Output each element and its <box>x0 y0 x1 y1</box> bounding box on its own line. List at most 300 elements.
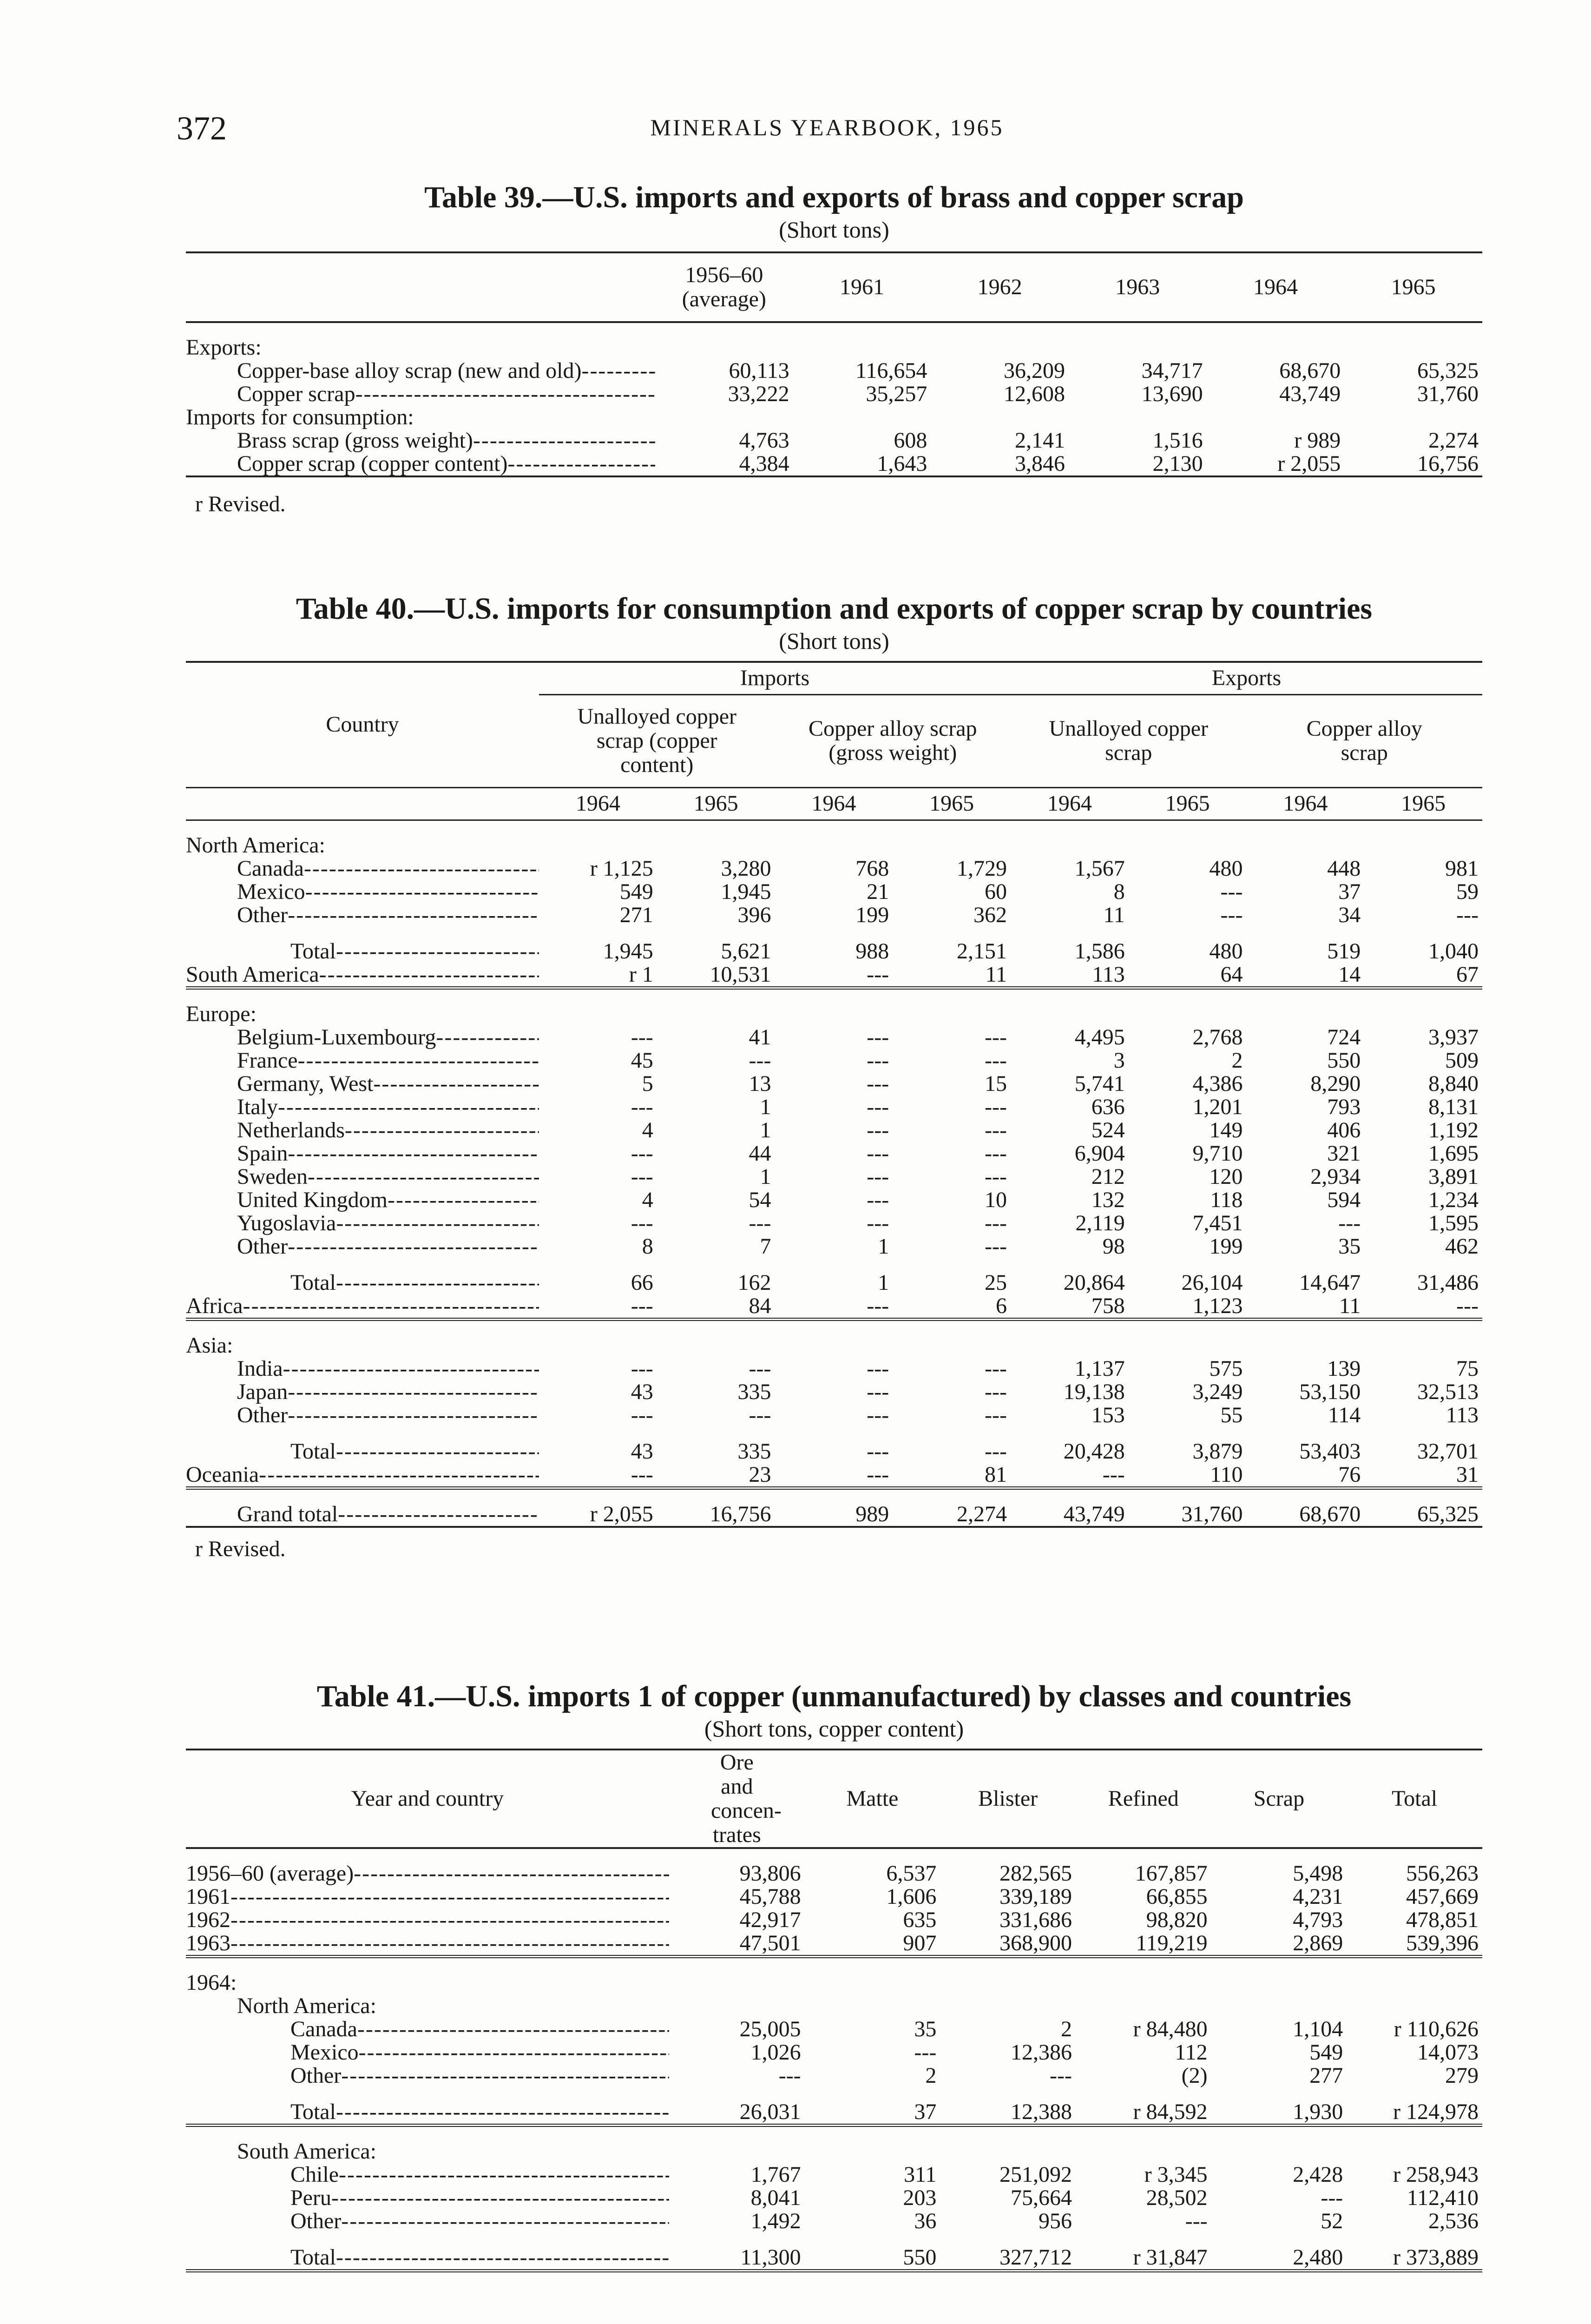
table-row <box>186 1271 1482 1294</box>
table-cell <box>1247 1003 1365 1026</box>
table-cell: r 84,592 <box>1133 2100 1208 2124</box>
row-label-text: Copper scrap (copper content) <box>237 452 508 476</box>
row-label-text: 1962 <box>186 1908 230 1932</box>
table-cell: 251,092 <box>999 2163 1072 2186</box>
table-cell: 68,670 <box>1299 1502 1361 1526</box>
table-row <box>186 2186 1482 2210</box>
spacer-row <box>186 1957 1482 1972</box>
leader-dots <box>341 2210 669 2233</box>
spacer-cell <box>1011 820 1129 834</box>
row-label-text: Mexico <box>237 880 305 904</box>
spacer-cell <box>186 1848 669 1862</box>
table-cell: 1,930 <box>1293 2100 1343 2124</box>
table-40 <box>186 590 1482 1562</box>
row-label <box>186 1271 539 1294</box>
spacer-cell <box>805 2126 940 2140</box>
table-cell: 139 <box>1327 1357 1361 1380</box>
row-label-text: Total <box>290 1439 336 1463</box>
leader-dots <box>338 1503 539 1526</box>
leader-dots <box>355 383 655 406</box>
leader-dots <box>336 2246 669 2269</box>
table-row <box>186 2064 1482 2087</box>
table-row <box>186 1212 1482 1235</box>
subgroup-header: Copper alloy scrap <box>1306 716 1422 765</box>
row-label <box>186 1072 539 1096</box>
spacer-cell <box>940 2271 1076 2286</box>
row-label <box>186 1932 669 1957</box>
table-cell: 44 <box>749 1142 771 1165</box>
row-label-text: Exports: <box>186 336 262 359</box>
table-cell: 43,749 <box>1279 383 1341 406</box>
table-cell <box>1076 1994 1211 2018</box>
table-cell: 524 <box>1091 1118 1125 1142</box>
table-cell <box>1247 1334 1365 1357</box>
table-cell: 3,846 <box>1014 452 1065 476</box>
table-cell: 25 <box>985 1271 1007 1294</box>
table-cell: 203 <box>903 2186 937 2210</box>
col-header: Matte <box>846 1786 899 1811</box>
table-cell: 480 <box>1209 857 1243 880</box>
table-cell: 28,502 <box>1146 2186 1208 2210</box>
table-cell: --- <box>631 1463 653 1487</box>
spacer-cell <box>1211 2126 1347 2140</box>
spacer-cell <box>1011 927 1129 940</box>
table-cell: 636 <box>1091 1095 1125 1119</box>
table-cell: r 1 <box>629 963 653 987</box>
table-row <box>186 1932 1482 1957</box>
table-39-title: Table 39.—U.S. imports and exports of brass and copper scrap <box>424 180 1244 214</box>
table-row <box>186 1971 1482 1994</box>
spacer-cell <box>940 1848 1076 1862</box>
table-row <box>186 940 1482 963</box>
leader-dots <box>243 1294 539 1318</box>
row-label <box>186 2064 669 2087</box>
table-cell <box>1129 1003 1247 1026</box>
spacer-cell <box>1011 1488 1129 1503</box>
table-cell: 54 <box>749 1188 771 1212</box>
table-cell: 2 <box>1060 2018 1072 2041</box>
table-cell <box>1364 834 1482 857</box>
table-cell: 368,900 <box>999 1932 1072 1955</box>
table-cell <box>1011 834 1129 857</box>
spacer-cell <box>893 1488 1011 1503</box>
table-cell <box>1076 1971 1211 1994</box>
row-label-text: Total <box>290 2100 336 2124</box>
spacer-cell <box>1011 1427 1129 1440</box>
row-label-text: Other <box>290 2210 342 2233</box>
row-label-text: Europe: <box>186 1002 256 1026</box>
table-39-unit: (Short tons) <box>779 217 889 243</box>
table-cell: --- <box>1102 1463 1125 1487</box>
row-label-text: Yugoslavia <box>237 1211 336 1235</box>
table-cell: 67 <box>1456 963 1479 987</box>
col-header: 1961 <box>839 275 884 299</box>
row-label <box>186 1212 539 1235</box>
row-label <box>186 834 539 857</box>
leader-dots <box>305 880 539 904</box>
table-cell: 311 <box>904 2163 937 2186</box>
spacer-cell <box>805 1957 940 1972</box>
table-cell: --- <box>985 1049 1007 1072</box>
leader-dots <box>308 1165 539 1188</box>
table-cell <box>805 2140 940 2163</box>
table-cell: 1,586 <box>1074 939 1125 963</box>
table-cell: 1,026 <box>750 2041 801 2064</box>
spacer-cell <box>669 2087 805 2100</box>
table-cell: 33,222 <box>728 383 789 406</box>
row-label-text: Chile <box>290 2163 339 2186</box>
table-cell: 12,386 <box>1010 2041 1072 2064</box>
table-cell: --- <box>867 1439 889 1463</box>
table-cell: 758 <box>1091 1294 1125 1318</box>
table-cell: 84 <box>749 1294 771 1318</box>
table-cell: 550 <box>1327 1049 1361 1072</box>
spacer-cell <box>893 1427 1011 1440</box>
spacer-cell <box>805 1848 940 1862</box>
spacer-cell <box>655 322 793 336</box>
table-cell <box>669 1971 805 1994</box>
table-cell: --- <box>631 1294 653 1318</box>
table-cell <box>539 834 657 857</box>
table-cell: 2 <box>925 2064 937 2087</box>
table-cell: --- <box>631 1403 653 1427</box>
row-label-text: 1963 <box>186 1932 230 1955</box>
spacer-cell <box>893 1258 1011 1271</box>
spacer-cell <box>669 1957 805 1972</box>
table-cell: 20,428 <box>1063 1439 1125 1463</box>
table-cell: 3 <box>1113 1049 1125 1072</box>
table-40-footnote: r Revised. <box>195 1536 286 1561</box>
table-cell: --- <box>1050 2064 1072 2087</box>
table-cell: 20,864 <box>1063 1271 1125 1294</box>
spacer-cell <box>657 1319 775 1334</box>
table-cell: --- <box>631 1165 653 1188</box>
spacer-cell <box>539 1488 657 1503</box>
table-39-footnote: r Revised. <box>195 492 286 516</box>
spacer-cell <box>775 1258 893 1271</box>
table-cell: 2,274 <box>957 1502 1007 1526</box>
year-header: 1964 <box>575 791 620 816</box>
table-cell: 2,151 <box>957 939 1007 963</box>
col-header: Total <box>1392 1786 1438 1811</box>
table-cell: 7,451 <box>1192 1211 1243 1235</box>
table-cell: 43 <box>631 1380 653 1404</box>
spacer-cell <box>1076 2233 1211 2246</box>
table-cell: 462 <box>1445 1235 1479 1258</box>
spacer-cell <box>539 927 657 940</box>
table-41-unit: (Short tons, copper content) <box>704 1716 964 1742</box>
table-cell: 956 <box>1038 2210 1072 2233</box>
spacer-cell <box>186 988 539 1003</box>
spacer-row <box>186 927 1482 940</box>
table-cell <box>1211 1994 1347 2018</box>
table-40-year-row <box>186 787 1482 820</box>
leader-dots <box>373 1072 539 1096</box>
spacer-cell <box>793 322 931 336</box>
table-cell <box>539 1334 657 1357</box>
table-row <box>186 2140 1482 2163</box>
table-cell <box>657 1334 775 1357</box>
table-cell: --- <box>1338 1211 1361 1235</box>
table-cell: 11,300 <box>740 2246 801 2270</box>
row-label-text: Spain <box>237 1142 288 1165</box>
table-cell: 98 <box>1102 1235 1125 1258</box>
row-label-text: Other <box>237 1235 288 1258</box>
row-label <box>186 2246 669 2271</box>
table-cell <box>793 406 931 429</box>
table-cell: 339,189 <box>999 1885 1072 1908</box>
spacer-cell <box>657 1488 775 1503</box>
row-label <box>186 1003 539 1026</box>
table-cell: --- <box>985 1165 1007 1188</box>
table-cell: 1,137 <box>1074 1357 1125 1380</box>
table-cell <box>1364 1003 1482 1026</box>
table-cell <box>669 1994 805 2018</box>
row-label <box>186 1142 539 1165</box>
table-cell: 31,760 <box>1417 383 1479 406</box>
table-cell: 113 <box>1446 1403 1479 1427</box>
spacer-cell <box>1364 1319 1482 1334</box>
spacer-row <box>186 1258 1482 1271</box>
row-label-text: Other <box>237 903 288 927</box>
country-header: Country <box>186 662 539 787</box>
row-label <box>186 963 539 988</box>
table-cell: 981 <box>1445 857 1479 880</box>
spacer-cell <box>669 1848 805 1862</box>
row-label <box>186 383 655 406</box>
table-cell <box>1076 2140 1211 2163</box>
table-cell: 120 <box>1209 1165 1243 1188</box>
table-cell <box>657 834 775 857</box>
table-row <box>186 336 1482 359</box>
table-cell: 75,664 <box>1010 2186 1072 2210</box>
row-label-text: Africa <box>186 1294 243 1318</box>
leader-dots <box>319 963 539 986</box>
table-cell: 1,567 <box>1074 857 1125 880</box>
row-label-text: North America: <box>186 833 325 857</box>
spacer-cell <box>1207 322 1345 336</box>
table-cell: 724 <box>1327 1025 1361 1049</box>
table-cell: 37 <box>1338 880 1361 904</box>
table-cell: 362 <box>973 903 1007 927</box>
spacer-cell <box>1211 2233 1347 2246</box>
spacer-cell <box>775 1427 893 1440</box>
table-cell: 335 <box>737 1380 771 1404</box>
table-cell: 1,492 <box>750 2210 801 2233</box>
table-cell: 12,388 <box>1010 2100 1072 2124</box>
year-header: 1965 <box>693 791 738 816</box>
table-cell: 9,710 <box>1192 1142 1243 1165</box>
leader-dots <box>288 1404 539 1427</box>
table-cell <box>805 1971 940 1994</box>
spacer-cell <box>1011 988 1129 1003</box>
table-cell: --- <box>749 1357 771 1380</box>
spacer-cell <box>186 1427 539 1440</box>
table-cell: 1,767 <box>750 2163 801 2186</box>
table-row <box>186 1862 1482 1885</box>
table-cell: 37 <box>914 2100 937 2124</box>
table-cell: r 124,978 <box>1393 2100 1479 2124</box>
spacer-row <box>186 1488 1482 1503</box>
spacer-cell <box>186 2233 669 2246</box>
table-cell: 4 <box>642 1188 653 1212</box>
table-cell <box>1207 336 1345 359</box>
table-cell <box>1069 336 1207 359</box>
table-cell: 8,041 <box>750 2186 801 2210</box>
table-cell: 119,219 <box>1136 1932 1208 1955</box>
spacer-cell <box>657 820 775 834</box>
row-label-text: Copper-base alloy scrap (new and old) <box>237 359 582 383</box>
spacer-cell <box>1247 927 1365 940</box>
spacer-cell <box>893 820 1011 834</box>
table-cell: 116,654 <box>855 359 927 383</box>
table-cell: --- <box>985 1439 1007 1463</box>
table-cell: 4,763 <box>739 429 789 452</box>
table-cell: 6,537 <box>886 1862 937 1885</box>
row-label <box>186 1503 539 1527</box>
table-cell: 7 <box>760 1235 771 1258</box>
table-cell <box>931 406 1069 429</box>
table-cell <box>893 1334 1011 1357</box>
row-label <box>186 2210 669 2233</box>
table-cell: 635 <box>903 1908 937 1932</box>
table-cell: --- <box>985 1142 1007 1165</box>
table-cell: --- <box>867 1165 889 1188</box>
table-cell: 1,606 <box>886 1885 937 1908</box>
table-cell: 110 <box>1210 1463 1243 1487</box>
table-cell: 65,325 <box>1417 1502 1479 1526</box>
table-cell: --- <box>867 1380 889 1404</box>
row-label <box>186 940 539 963</box>
row-label <box>186 1049 539 1072</box>
spacer-cell <box>1211 1957 1347 1972</box>
table-cell <box>1129 1334 1247 1357</box>
subgroup-header: Unalloyed copper scrap (copper content) <box>577 704 737 777</box>
table-cell: 406 <box>1327 1118 1361 1142</box>
row-label-text: Other <box>237 1403 288 1427</box>
table-cell: 5 <box>642 1072 653 1096</box>
table-cell: 509 <box>1445 1049 1479 1072</box>
row-label <box>186 1188 539 1212</box>
spacer-cell <box>940 2233 1076 2246</box>
leader-dots <box>230 1908 669 1932</box>
table-cell: 199 <box>1209 1235 1243 1258</box>
table-cell: 26,104 <box>1181 1271 1243 1294</box>
table-cell: 13,690 <box>1141 383 1203 406</box>
table-cell: 6 <box>996 1294 1007 1318</box>
table-cell: 1 <box>760 1165 771 1188</box>
table-cell <box>775 1003 893 1026</box>
spacer-cell <box>186 2087 669 2100</box>
table-cell <box>1011 1334 1129 1357</box>
table-cell: --- <box>985 1118 1007 1142</box>
table-cell: --- <box>631 1095 653 1119</box>
table-cell: 549 <box>619 880 653 904</box>
table-cell: 321 <box>1327 1142 1361 1165</box>
leader-dots <box>230 1885 669 1908</box>
table-cell <box>1211 1971 1347 1994</box>
table-cell: 5,498 <box>1293 1862 1343 1885</box>
spacer-cell <box>1069 322 1207 336</box>
table-cell: 8,290 <box>1310 1072 1361 1096</box>
table-cell: --- <box>631 1357 653 1380</box>
row-label-text: Oceania <box>186 1463 259 1487</box>
table-cell: 42,917 <box>739 1908 801 1932</box>
table-row <box>186 2246 1482 2271</box>
row-label-text: Total <box>290 1271 336 1294</box>
row-label <box>186 1440 539 1463</box>
table-cell: 75 <box>1456 1357 1479 1380</box>
spacer-cell <box>1129 820 1247 834</box>
table-cell: r 110,626 <box>1394 2018 1479 2041</box>
row-label-text: Other <box>290 2064 342 2087</box>
table-cell: 31 <box>1456 1463 1479 1487</box>
table-cell <box>793 336 931 359</box>
table-cell: --- <box>867 1188 889 1212</box>
spacer-row <box>186 2271 1482 2286</box>
row-label <box>186 406 655 429</box>
row-label <box>186 1994 669 2018</box>
table-cell: 132 <box>1091 1188 1125 1212</box>
table-cell: 11 <box>1339 1294 1361 1318</box>
table-cell: 2,141 <box>1014 429 1065 452</box>
table-row <box>186 1003 1482 1026</box>
table-cell: 2,130 <box>1152 452 1203 476</box>
table-cell: 575 <box>1209 1357 1243 1380</box>
table-cell: 556,263 <box>1406 1862 1479 1885</box>
leader-dots <box>336 2100 669 2124</box>
table-cell: 1,945 <box>721 880 771 904</box>
col-header: 1965 <box>1391 275 1436 299</box>
table-cell: 457,669 <box>1406 1885 1479 1908</box>
table-cell <box>775 1334 893 1357</box>
row-label <box>186 1334 539 1357</box>
table-cell: 52 <box>1321 2210 1343 2233</box>
table-cell: r 2,055 <box>1277 452 1341 476</box>
table-cell <box>940 1994 1076 2018</box>
table-cell: 327,712 <box>999 2246 1072 2270</box>
table-cell: --- <box>1321 2186 1343 2210</box>
running-title: MINERALS YEARBOOK, 1965 <box>650 114 1004 140</box>
table-cell: 478,851 <box>1406 1908 1479 1932</box>
table-cell: 11 <box>985 963 1007 987</box>
table-cell: --- <box>867 1211 889 1235</box>
year-header: 1964 <box>1283 791 1328 816</box>
leader-dots <box>436 1026 539 1049</box>
table-cell: --- <box>867 1095 889 1119</box>
row-label-text: Total <box>290 939 336 963</box>
table-row <box>186 857 1482 880</box>
row-label-text: United Kingdom <box>237 1188 388 1212</box>
row-label <box>186 1119 539 1142</box>
spacer-cell <box>1247 988 1365 1003</box>
table-cell: 31,486 <box>1417 1271 1479 1294</box>
table-41-title: Table 41.—U.S. imports 1 of copper (unmanufactured) by classes and countries <box>316 1679 1352 1713</box>
col-header: 1964 <box>1253 275 1298 299</box>
table-cell: 53,150 <box>1299 1380 1361 1404</box>
row-label <box>186 1026 539 1049</box>
table-cell: 1 <box>760 1118 771 1142</box>
table-cell: 1,234 <box>1428 1188 1479 1212</box>
spacer-row <box>186 322 1482 336</box>
table-cell: 594 <box>1327 1188 1361 1212</box>
table-cell: 2,934 <box>1310 1165 1361 1188</box>
table-cell: 279 <box>1445 2064 1479 2087</box>
table-row <box>186 1463 1482 1488</box>
table-cell: 4,386 <box>1192 1072 1243 1096</box>
table-row <box>186 406 1482 429</box>
table-cell: --- <box>867 1357 889 1380</box>
